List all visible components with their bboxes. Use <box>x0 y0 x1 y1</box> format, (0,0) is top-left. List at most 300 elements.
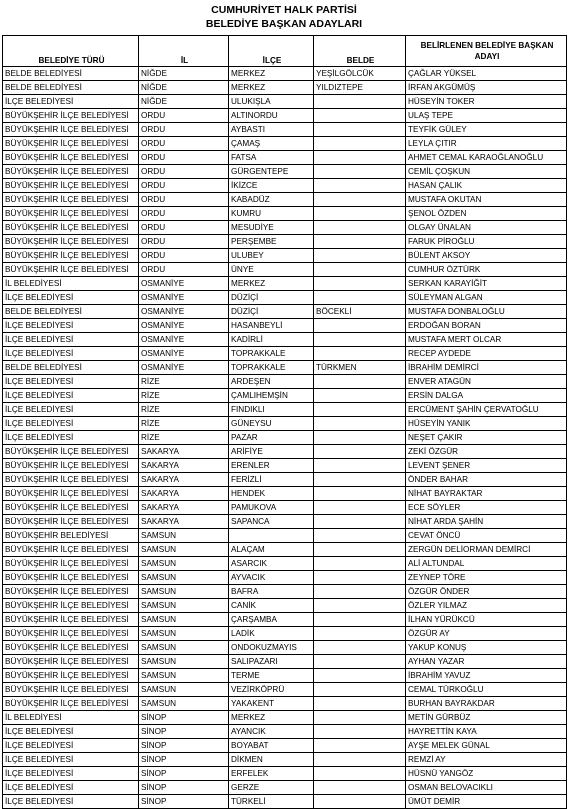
cell-municipality-type: İLÇE BELEDİYESİ <box>3 333 139 347</box>
cell-town <box>314 389 406 403</box>
cell-municipality-type: BÜYÜKŞEHİR İLÇE BELEDİYESİ <box>3 515 139 529</box>
table-row <box>3 291 567 305</box>
table-row <box>3 361 567 375</box>
cell-municipality-type: BELDE BELEDİYESİ <box>3 361 139 375</box>
cell-candidate: ÜMÜT DEMİR <box>406 795 567 809</box>
cell-municipality-type: BÜYÜKŞEHİR İLÇE BELEDİYESİ <box>3 585 139 599</box>
cell-province: SİNOP <box>139 725 229 739</box>
table-row <box>3 753 567 767</box>
cell-province: ORDU <box>139 235 229 249</box>
cell-district: SALIPAZARI <box>229 655 314 669</box>
table-row <box>3 599 567 613</box>
cell-municipality-type: BÜYÜKŞEHİR İLÇE BELEDİYESİ <box>3 249 139 263</box>
cell-candidate: LEYLA ÇITIR <box>406 137 567 151</box>
cell-district: FINDIKLI <box>229 403 314 417</box>
cell-province: OSMANİYE <box>139 305 229 319</box>
cell-municipality-type: İLÇE BELEDİYESİ <box>3 95 139 109</box>
cell-town <box>314 697 406 711</box>
cell-town <box>314 725 406 739</box>
cell-province: SAMSUN <box>139 697 229 711</box>
cell-municipality-type: İLÇE BELEDİYESİ <box>3 739 139 753</box>
cell-candidate: ERCÜMENT ŞAHİN ÇERVATOĞLU <box>406 403 567 417</box>
cell-province: SAMSUN <box>139 571 229 585</box>
cell-district: HASANBEYLİ <box>229 319 314 333</box>
cell-town <box>314 277 406 291</box>
cell-candidate: ERDOĞAN BORAN <box>406 319 567 333</box>
cell-province: SİNOP <box>139 739 229 753</box>
table-row <box>3 417 567 431</box>
cell-candidate: BURHAN BAYRAKDAR <box>406 697 567 711</box>
cell-municipality-type: BÜYÜKŞEHİR İLÇE BELEDİYESİ <box>3 207 139 221</box>
table-header-row <box>3 36 567 67</box>
cell-municipality-type: BÜYÜKŞEHİR İLÇE BELEDİYESİ <box>3 165 139 179</box>
cell-province: ORDU <box>139 207 229 221</box>
cell-town: YILDIZTEPE <box>314 81 406 95</box>
cell-province: SAMSUN <box>139 641 229 655</box>
cell-district: BAFRA <box>229 585 314 599</box>
cell-candidate: ÇAĞLAR YÜKSEL <box>406 67 567 81</box>
cell-candidate: HASAN ÇALIK <box>406 179 567 193</box>
cell-province: SAMSUN <box>139 669 229 683</box>
table-row <box>3 375 567 389</box>
cell-district: GERZE <box>229 781 314 795</box>
table-row <box>3 221 567 235</box>
table-row <box>3 515 567 529</box>
cell-district: ONDOKUZMAYIS <box>229 641 314 655</box>
cell-municipality-type: BÜYÜKŞEHİR İLÇE BELEDİYESİ <box>3 543 139 557</box>
cell-town <box>314 333 406 347</box>
table-row <box>3 67 567 81</box>
header-district: İLÇE <box>229 36 314 67</box>
cell-province: SAMSUN <box>139 543 229 557</box>
cell-town <box>314 137 406 151</box>
cell-district: ASARCIK <box>229 557 314 571</box>
cell-district: ERFELEK <box>229 767 314 781</box>
cell-candidate: İBRAHİM YAVUZ <box>406 669 567 683</box>
cell-town <box>314 459 406 473</box>
cell-province: SAKARYA <box>139 459 229 473</box>
cell-town <box>314 403 406 417</box>
cell-municipality-type: BÜYÜKŞEHİR İLÇE BELEDİYESİ <box>3 137 139 151</box>
cell-municipality-type: BÜYÜKŞEHİR İLÇE BELEDİYESİ <box>3 557 139 571</box>
cell-province: RİZE <box>139 417 229 431</box>
cell-town <box>314 767 406 781</box>
cell-municipality-type: BÜYÜKŞEHİR İLÇE BELEDİYESİ <box>3 571 139 585</box>
cell-district: TOPRAKKALE <box>229 347 314 361</box>
cell-province: SAMSUN <box>139 655 229 669</box>
cell-district: YAKAKENT <box>229 697 314 711</box>
cell-candidate: YAKUP KONUŞ <box>406 641 567 655</box>
cell-candidate: HÜSNÜ YANGÖZ <box>406 767 567 781</box>
cell-district: GÜNEYSU <box>229 417 314 431</box>
cell-district: ÇARŞAMBA <box>229 613 314 627</box>
cell-town <box>314 221 406 235</box>
table-row <box>3 95 567 109</box>
cell-municipality-type: İLÇE BELEDİYESİ <box>3 347 139 361</box>
table-row <box>3 725 567 739</box>
cell-municipality-type: BELDE BELEDİYESİ <box>3 305 139 319</box>
cell-town <box>314 291 406 305</box>
table-row <box>3 123 567 137</box>
table-row <box>3 179 567 193</box>
table-row <box>3 501 567 515</box>
table-row <box>3 529 567 543</box>
cell-candidate: CEMİL ÇOŞKUN <box>406 165 567 179</box>
cell-town <box>314 585 406 599</box>
table-row <box>3 165 567 179</box>
cell-municipality-type: İLÇE BELEDİYESİ <box>3 431 139 445</box>
table-row <box>3 305 567 319</box>
cell-municipality-type: BÜYÜKŞEHİR İLÇE BELEDİYESİ <box>3 445 139 459</box>
cell-candidate: ÖZGÜR AY <box>406 627 567 641</box>
cell-district: FATSA <box>229 151 314 165</box>
cell-district: GÜRGENTEPE <box>229 165 314 179</box>
cell-province: SİNOP <box>139 781 229 795</box>
header-municipality-type: BELEDİYE TÜRÜ <box>3 36 139 67</box>
cell-municipality-type: BÜYÜKŞEHİR İLÇE BELEDİYESİ <box>3 655 139 669</box>
cell-province: RİZE <box>139 389 229 403</box>
cell-municipality-type: BÜYÜKŞEHİR İLÇE BELEDİYESİ <box>3 193 139 207</box>
cell-province: SAMSUN <box>139 557 229 571</box>
cell-town <box>314 109 406 123</box>
cell-town <box>314 487 406 501</box>
cell-province: OSMANİYE <box>139 333 229 347</box>
table-row <box>3 445 567 459</box>
cell-municipality-type: BÜYÜKŞEHİR İLÇE BELEDİYESİ <box>3 641 139 655</box>
table-row <box>3 613 567 627</box>
header-province: İL <box>139 36 229 67</box>
cell-candidate: AYŞE MELEK GÜNAL <box>406 739 567 753</box>
cell-candidate: ERSİN DALGA <box>406 389 567 403</box>
table-row <box>3 207 567 221</box>
cell-candidate: İRFAN AKGÜMÜŞ <box>406 81 567 95</box>
cell-district: ULUKIŞLA <box>229 95 314 109</box>
table-row <box>3 683 567 697</box>
cell-province: SAMSUN <box>139 529 229 543</box>
cell-candidate: ÖZGÜR ÖNDER <box>406 585 567 599</box>
cell-candidate: SÜLEYMAN ALGAN <box>406 291 567 305</box>
cell-candidate: HAYRETTİN KAYA <box>406 725 567 739</box>
cell-town <box>314 347 406 361</box>
cell-province: RİZE <box>139 431 229 445</box>
cell-candidate: ÖZLER YILMAZ <box>406 599 567 613</box>
cell-candidate: ECE SÖYLER <box>406 501 567 515</box>
table-row <box>3 235 567 249</box>
cell-municipality-type: BÜYÜKŞEHİR İLÇE BELEDİYESİ <box>3 473 139 487</box>
cell-town <box>314 711 406 725</box>
cell-candidate: ENVER ATAGÜN <box>406 375 567 389</box>
cell-candidate: NİHAT ARDA ŞAHİN <box>406 515 567 529</box>
cell-municipality-type: İLÇE BELEDİYESİ <box>3 417 139 431</box>
cell-province: ORDU <box>139 109 229 123</box>
cell-candidate: OLGAY ÜNALAN <box>406 221 567 235</box>
cell-candidate: AHMET CEMAL KARAOĞLANOĞLU <box>406 151 567 165</box>
table-row <box>3 767 567 781</box>
cell-candidate: SERKAN KARAYİĞİT <box>406 277 567 291</box>
document-title: CUMHURİYET HALK PARTİSİ <box>211 4 357 16</box>
cell-province: OSMANİYE <box>139 319 229 333</box>
cell-province: ORDU <box>139 249 229 263</box>
cell-town <box>314 179 406 193</box>
cell-municipality-type: İLÇE BELEDİYESİ <box>3 753 139 767</box>
cell-district: MESUDİYE <box>229 221 314 235</box>
cell-town <box>314 669 406 683</box>
cell-municipality-type: İLÇE BELEDİYESİ <box>3 375 139 389</box>
table-row <box>3 263 567 277</box>
cell-candidate: MUSTAFA OKUTAN <box>406 193 567 207</box>
cell-town <box>314 417 406 431</box>
cell-province: NİĞDE <box>139 67 229 81</box>
cell-district: ÜNYE <box>229 263 314 277</box>
cell-town <box>314 627 406 641</box>
table-row <box>3 137 567 151</box>
cell-district: TERME <box>229 669 314 683</box>
table-row <box>3 627 567 641</box>
cell-town: BÖCEKLİ <box>314 305 406 319</box>
cell-candidate: İLHAN YÜRÜKCÜ <box>406 613 567 627</box>
candidates-table <box>2 35 567 809</box>
cell-district: HENDEK <box>229 487 314 501</box>
cell-district: BOYABAT <box>229 739 314 753</box>
cell-district: AYANCIK <box>229 725 314 739</box>
cell-province: SAKARYA <box>139 487 229 501</box>
table-row <box>3 781 567 795</box>
cell-district: ARİFİYE <box>229 445 314 459</box>
cell-candidate: ZERGÜN DELİORMAN DEMİRCİ <box>406 543 567 557</box>
cell-municipality-type: BÜYÜKŞEHİR İLÇE BELEDİYESİ <box>3 221 139 235</box>
cell-district: FERİZLİ <box>229 473 314 487</box>
cell-candidate: ÖNDER BAHAR <box>406 473 567 487</box>
cell-candidate: NEŞET ÇAKIR <box>406 431 567 445</box>
cell-district: DİKMEN <box>229 753 314 767</box>
cell-province: SAKARYA <box>139 515 229 529</box>
table-row <box>3 641 567 655</box>
cell-candidate: CEMAL TÜRKOĞLU <box>406 683 567 697</box>
table-row <box>3 319 567 333</box>
table-row <box>3 459 567 473</box>
cell-town <box>314 515 406 529</box>
cell-district: İKİZCE <box>229 179 314 193</box>
cell-province: SAMSUN <box>139 585 229 599</box>
cell-district: KADİRLİ <box>229 333 314 347</box>
cell-municipality-type: İLÇE BELEDİYESİ <box>3 781 139 795</box>
cell-province: ORDU <box>139 193 229 207</box>
table-row <box>3 585 567 599</box>
cell-candidate: RECEP AYDEDE <box>406 347 567 361</box>
cell-province: NİĞDE <box>139 81 229 95</box>
cell-district: KABADÜZ <box>229 193 314 207</box>
cell-district: ARDEŞEN <box>229 375 314 389</box>
cell-municipality-type: İLÇE BELEDİYESİ <box>3 767 139 781</box>
cell-candidate: MUSTAFA MERT OLCAR <box>406 333 567 347</box>
cell-town <box>314 95 406 109</box>
cell-province: ORDU <box>139 151 229 165</box>
cell-town <box>314 445 406 459</box>
cell-province: SİNOP <box>139 753 229 767</box>
cell-province: SAMSUN <box>139 613 229 627</box>
cell-municipality-type: BÜYÜKŞEHİR İLÇE BELEDİYESİ <box>3 683 139 697</box>
cell-municipality-type: İLÇE BELEDİYESİ <box>3 291 139 305</box>
cell-municipality-type: BÜYÜKŞEHİR BELEDİYESİ <box>3 529 139 543</box>
cell-district: ALTINORDU <box>229 109 314 123</box>
cell-town <box>314 501 406 515</box>
cell-town <box>314 165 406 179</box>
cell-candidate: OSMAN BELOVACIKLI <box>406 781 567 795</box>
cell-municipality-type: BÜYÜKŞEHİR İLÇE BELEDİYESİ <box>3 235 139 249</box>
cell-municipality-type: İLÇE BELEDİYESİ <box>3 403 139 417</box>
table-row <box>3 711 567 725</box>
cell-town: YEŞİLGÖLCÜK <box>314 67 406 81</box>
table-row <box>3 487 567 501</box>
cell-municipality-type: İL BELEDİYESİ <box>3 277 139 291</box>
cell-town <box>314 599 406 613</box>
cell-town <box>314 207 406 221</box>
cell-province: SAKARYA <box>139 501 229 515</box>
cell-municipality-type: BÜYÜKŞEHİR İLÇE BELEDİYESİ <box>3 599 139 613</box>
cell-province: ORDU <box>139 179 229 193</box>
table-row <box>3 697 567 711</box>
cell-district: AYBASTI <box>229 123 314 137</box>
cell-town <box>314 193 406 207</box>
cell-province: ORDU <box>139 123 229 137</box>
cell-town: TÜRKMEN <box>314 361 406 375</box>
cell-province: OSMANİYE <box>139 361 229 375</box>
document-subtitle: BELEDİYE BAŞKAN ADAYLARI <box>205 18 363 30</box>
table-row <box>3 277 567 291</box>
cell-town <box>314 431 406 445</box>
cell-municipality-type: BÜYÜKŞEHİR İLÇE BELEDİYESİ <box>3 459 139 473</box>
cell-district: VEZİRKÖPRÜ <box>229 683 314 697</box>
cell-province: SAMSUN <box>139 599 229 613</box>
table-row <box>3 543 567 557</box>
cell-town <box>314 739 406 753</box>
table-row <box>3 249 567 263</box>
cell-candidate: ZEYNEP TÖRE <box>406 571 567 585</box>
header-town: BELDE <box>314 36 406 67</box>
cell-province: ORDU <box>139 165 229 179</box>
cell-municipality-type: BÜYÜKŞEHİR İLÇE BELEDİYESİ <box>3 613 139 627</box>
cell-province: SAMSUN <box>139 627 229 641</box>
cell-district: MERKEZ <box>229 81 314 95</box>
table-row <box>3 193 567 207</box>
cell-town <box>314 263 406 277</box>
cell-municipality-type: BÜYÜKŞEHİR İLÇE BELEDİYESİ <box>3 263 139 277</box>
cell-candidate: CEVAT ÖNCÜ <box>406 529 567 543</box>
cell-town <box>314 753 406 767</box>
cell-district: TOPRAKKALE <box>229 361 314 375</box>
cell-district: ERENLER <box>229 459 314 473</box>
cell-town <box>314 319 406 333</box>
cell-province: SAKARYA <box>139 445 229 459</box>
table-row <box>3 571 567 585</box>
cell-town <box>314 683 406 697</box>
table-row <box>3 347 567 361</box>
table-row <box>3 81 567 95</box>
header-candidate: BELİRLENEN BELEDİYE BAŞKAN ADAYI <box>406 36 567 67</box>
cell-candidate: METİN GÜRBÜZ <box>406 711 567 725</box>
cell-province: OSMANİYE <box>139 347 229 361</box>
cell-province: ORDU <box>139 137 229 151</box>
cell-municipality-type: BÜYÜKŞEHİR İLÇE BELEDİYESİ <box>3 151 139 165</box>
cell-district: MERKEZ <box>229 711 314 725</box>
cell-municipality-type: BÜYÜKŞEHİR İLÇE BELEDİYESİ <box>3 669 139 683</box>
cell-town <box>314 655 406 669</box>
cell-district: PAMUKOVA <box>229 501 314 515</box>
cell-candidate: MUSTAFA DONBALOĞLU <box>406 305 567 319</box>
cell-town <box>314 473 406 487</box>
table-row <box>3 109 567 123</box>
cell-municipality-type: BELDE BELEDİYESİ <box>3 67 139 81</box>
cell-municipality-type: İLÇE BELEDİYESİ <box>3 725 139 739</box>
cell-candidate: ZEKİ ÖZGÜR <box>406 445 567 459</box>
cell-town <box>314 249 406 263</box>
cell-town <box>314 571 406 585</box>
cell-province: ORDU <box>139 263 229 277</box>
cell-province: SAMSUN <box>139 683 229 697</box>
cell-candidate: İBRAHİM DEMİRCİ <box>406 361 567 375</box>
cell-province: ORDU <box>139 221 229 235</box>
cell-town <box>314 613 406 627</box>
table-row <box>3 333 567 347</box>
cell-town <box>314 151 406 165</box>
cell-candidate: CUMHUR ÖZTÜRK <box>406 263 567 277</box>
cell-district: AYVACIK <box>229 571 314 585</box>
cell-district: LADİK <box>229 627 314 641</box>
cell-candidate: FARUK PİROĞLU <box>406 235 567 249</box>
cell-district: PAZAR <box>229 431 314 445</box>
table-row <box>3 655 567 669</box>
cell-province: SİNOP <box>139 767 229 781</box>
cell-district: CANİK <box>229 599 314 613</box>
cell-candidate: ŞENOL ÖZDEN <box>406 207 567 221</box>
cell-district: ULUBEY <box>229 249 314 263</box>
cell-district: ÇAMLIHEMŞİN <box>229 389 314 403</box>
cell-municipality-type: İLÇE BELEDİYESİ <box>3 389 139 403</box>
cell-candidate: TEYFİK GÜLEY <box>406 123 567 137</box>
table-row <box>3 151 567 165</box>
table-row <box>3 669 567 683</box>
cell-province: SİNOP <box>139 795 229 809</box>
cell-municipality-type: İLÇE BELEDİYESİ <box>3 319 139 333</box>
cell-town <box>314 781 406 795</box>
cell-district: DÜZİÇİ <box>229 291 314 305</box>
cell-municipality-type: BÜYÜKŞEHİR İLÇE BELEDİYESİ <box>3 123 139 137</box>
cell-municipality-type: BELDE BELEDİYESİ <box>3 81 139 95</box>
cell-district: DÜZİÇİ <box>229 305 314 319</box>
cell-province: OSMANİYE <box>139 291 229 305</box>
cell-district <box>229 529 314 543</box>
cell-province: SİNOP <box>139 711 229 725</box>
cell-district: ÇAMAŞ <box>229 137 314 151</box>
cell-town <box>314 123 406 137</box>
cell-district: SAPANCA <box>229 515 314 529</box>
cell-candidate: HÜSEYİN TOKER <box>406 95 567 109</box>
cell-province: SAKARYA <box>139 473 229 487</box>
table-row <box>3 403 567 417</box>
cell-candidate: ULAŞ TEPE <box>406 109 567 123</box>
table-row <box>3 389 567 403</box>
cell-town <box>314 543 406 557</box>
cell-municipality-type: BÜYÜKŞEHİR İLÇE BELEDİYESİ <box>3 487 139 501</box>
cell-candidate: BÜLENT AKSOY <box>406 249 567 263</box>
table-row <box>3 739 567 753</box>
cell-province: OSMANİYE <box>139 277 229 291</box>
cell-candidate: REMZİ AY <box>406 753 567 767</box>
cell-district: PERŞEMBE <box>229 235 314 249</box>
cell-municipality-type: BÜYÜKŞEHİR İLÇE BELEDİYESİ <box>3 179 139 193</box>
cell-province: RİZE <box>139 375 229 389</box>
table-row <box>3 557 567 571</box>
